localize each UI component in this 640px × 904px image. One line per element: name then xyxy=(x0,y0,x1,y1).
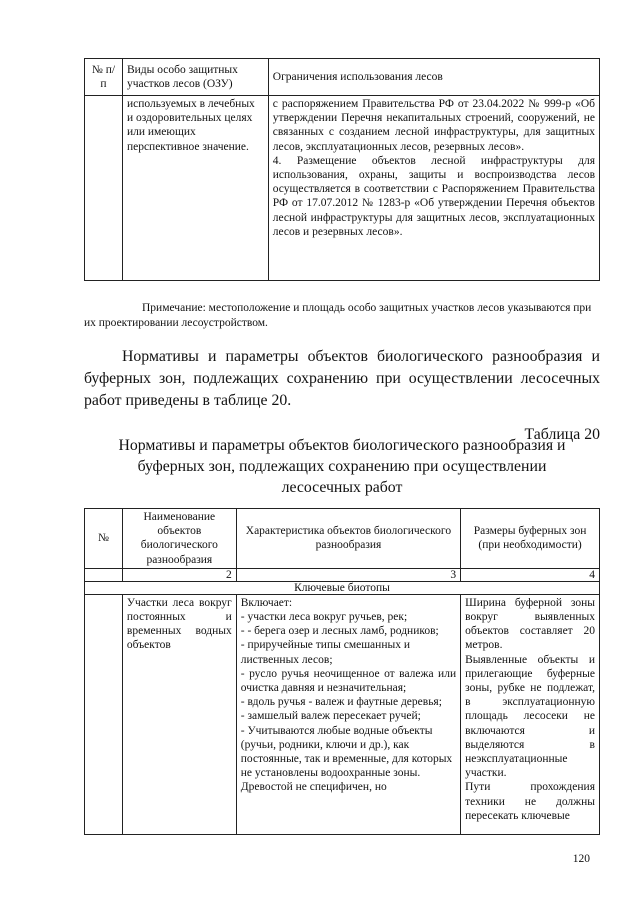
table-title: Нормативы и параметры объектов биологического разнообразия и буферных зон, подлежащих сохранению при осуществлении лесосечных работ xyxy=(118,437,566,496)
list-item: - участки леса вокруг ручьев, рек; xyxy=(240,611,408,624)
object-name-cell: Участки леса вокруг постоянных и временных водных объектов xyxy=(122,594,236,834)
ozu-type-cell: используемых в лечебных и оздоровительных целях или имеющих перспективное значение. xyxy=(122,96,268,281)
buffer-size-cell xyxy=(461,594,600,834)
object-characteristics-cell xyxy=(236,594,460,834)
list-item: - приручейные типы смешанных и лиственных лесов; xyxy=(240,639,410,666)
header-ozu-type: Виды особо защитных участков лесов (ОЗУ) xyxy=(122,59,268,96)
row-number-cell xyxy=(85,594,123,834)
header-object-name: Наименование объектов биологического разнообразия xyxy=(122,509,236,569)
header-number: № п/п xyxy=(85,59,123,96)
table-header-row xyxy=(85,509,600,569)
table-note: Примечание: местоположение и площадь особо защитных участков лесов указываются при их проектировании лесоустройством. xyxy=(84,302,592,329)
table-header-row xyxy=(85,59,600,96)
restriction-text-1: с распоряжением Правительства РФ от 23.04.2022 № 999-р «Об утверждении Перечня некапитальных строений, сооружений, не связанных с созданием лесной инфраструктуры, для защитных лесов, эксплуатационных лесов, резервных лесов». xyxy=(272,98,595,153)
column-number-3: 3 xyxy=(236,568,460,581)
column-number-2: 2 xyxy=(122,568,236,581)
page-number: 120 xyxy=(572,853,590,865)
list-item: - вдоль ручья - валеж и фаутные деревья; xyxy=(240,696,442,709)
column-number-4: 4 xyxy=(461,568,600,581)
list-item: Включает: xyxy=(240,596,293,609)
column-number-row xyxy=(85,568,600,581)
list-item: - - берега озер и лесных ламб, родников; xyxy=(240,625,439,638)
buffer-text-2: Выявленные объекты и прилегающие буферные зоны, рубке не подлежат, в эксплуатационную площадь лесосеки не включаются и выделяются в неэксплуатационные участки. xyxy=(465,653,595,780)
table-row xyxy=(85,594,600,834)
ozu-restrictions-table xyxy=(84,58,600,281)
header-object-characteristics: Характеристика объектов биологического разнообразия xyxy=(236,509,460,569)
restrictions-cell xyxy=(268,96,599,281)
list-item: - Учитываются любые водные объекты (ручьи, родники, ключи и др.), как постоянные, так и временные, для которых не установлены водоохранные зоны. Древостой не специфичен, но xyxy=(240,724,453,794)
body-paragraph: Нормативы и параметры объектов биологического разнообразия и буферных зон, подлежащих сохранению при осуществлении лесосечных работ приведены в таблице 20. xyxy=(84,348,600,409)
biodiversity-table xyxy=(84,508,600,835)
table-row xyxy=(85,96,600,281)
restriction-text-2: 4. Размещение объектов лесной инфраструктуры для использования, охраны, защиты и воспроизводства лесов осуществляется в соответствии с Распоряжением Правительства РФ от 17.07.2012 № 1283-р «Об утверждении Перечня объектов лесной инфраструктуры для защитных лесов, эксплуатационных лесов и резервных лесов». xyxy=(272,154,595,238)
list-item: - русло ручья неочищенное от валежа или очистка давняя и незначительная; xyxy=(240,667,457,695)
header-buffer-size: Размеры буферных зон (при необходимости) xyxy=(461,509,600,569)
section-title: Ключевые биотопы xyxy=(85,581,600,594)
buffer-text-3: Пути прохождения техники не должны пересекать ключевые xyxy=(465,781,595,822)
buffer-text-1: Ширина буферной зоны вокруг выявленных объектов составляет 20 метров. xyxy=(465,596,595,652)
header-number: № xyxy=(85,509,123,569)
header-restrictions: Ограничения использования лесов xyxy=(268,59,599,96)
list-item: - замшелый валеж пересекает ручей; xyxy=(240,710,421,723)
row-number-cell xyxy=(85,96,123,281)
section-row xyxy=(85,581,600,594)
table-label: Таблица 20 xyxy=(524,426,600,443)
